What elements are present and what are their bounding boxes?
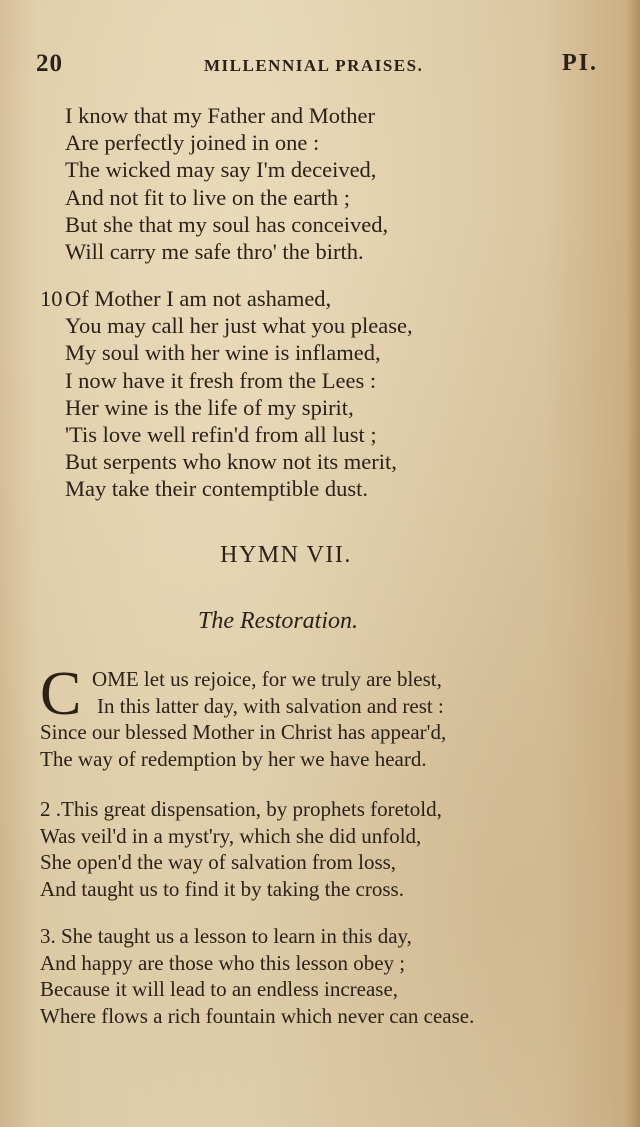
verse-line: Will carry me safe thro' the birth. bbox=[65, 239, 364, 265]
hymn-title: HYMN VII. bbox=[220, 542, 352, 568]
verse-line: 3. She taught us a lesson to learn in this day, bbox=[40, 924, 412, 948]
verse-line: The wicked may say I'm deceived, bbox=[65, 157, 377, 183]
verse-line: Her wine is the life of my spirit, bbox=[65, 394, 354, 420]
page-number: 20 bbox=[36, 50, 63, 77]
drop-cap: C bbox=[40, 660, 82, 728]
verse-line: Since our blessed Mother in Christ has appear'd, bbox=[40, 720, 447, 744]
verse-line: But she that my soul has conceived, bbox=[65, 211, 389, 237]
verse-line: I know that my Father and Mother bbox=[65, 103, 375, 128]
verse-continued bbox=[40, 102, 610, 265]
verse-line: OME let us rejoice, for we truly are blest, bbox=[92, 667, 442, 691]
verse-line: And taught us to find it by taking the cross. bbox=[40, 876, 404, 901]
page-edge-shadow bbox=[626, 0, 640, 1127]
stanza-3 bbox=[40, 923, 620, 1029]
verse-line: May take their contemptible dust. bbox=[65, 476, 369, 502]
verse-line: The way of redemption by her we have heard. bbox=[40, 746, 427, 771]
verse-line: My soul with her wine is inflamed, bbox=[65, 340, 381, 366]
verse-line: 2 .This great dispensation, by prophets foretold, bbox=[40, 797, 442, 821]
hymn-mark: PI. bbox=[562, 50, 598, 76]
verse-line: She open'd the way of salvation from loss, bbox=[40, 850, 397, 874]
verse-line: Was veil'd in a myst'ry, which she did unfold, bbox=[40, 823, 422, 848]
verse-number: 10 bbox=[40, 286, 63, 311]
hymn-subtitle: The Restoration. bbox=[198, 608, 358, 634]
running-head: MILLENNIAL PRAISES. bbox=[204, 56, 424, 75]
stanza-1 bbox=[40, 660, 620, 772]
verse-line: You may call her just what you please, bbox=[65, 313, 413, 339]
verse-line: In this latter day, with salvation and rest : bbox=[97, 693, 444, 718]
verse-line bbox=[40, 285, 610, 312]
verse-line: And happy are those who this lesson obey ; bbox=[40, 950, 406, 975]
verse-line: Are perfectly joined in one : bbox=[65, 130, 320, 156]
verse-line: But serpents who know not its merit, bbox=[65, 449, 397, 475]
verse-line: And not fit to live on the earth ; bbox=[65, 184, 350, 210]
verse-10 bbox=[40, 285, 610, 503]
verse-line: Where flows a rich fountain which never can cease. bbox=[40, 1003, 475, 1028]
stanza-2 bbox=[40, 796, 620, 902]
page-header bbox=[36, 50, 598, 80]
verse-line: I now have it fresh from the Lees : bbox=[65, 367, 377, 393]
verse-line-text: Of Mother I am not ashamed, bbox=[65, 286, 332, 311]
verse-line: Because it will lead to an endless increase, bbox=[40, 977, 399, 1001]
verse-line: 'Tis love well refin'd from all lust ; bbox=[65, 422, 377, 448]
